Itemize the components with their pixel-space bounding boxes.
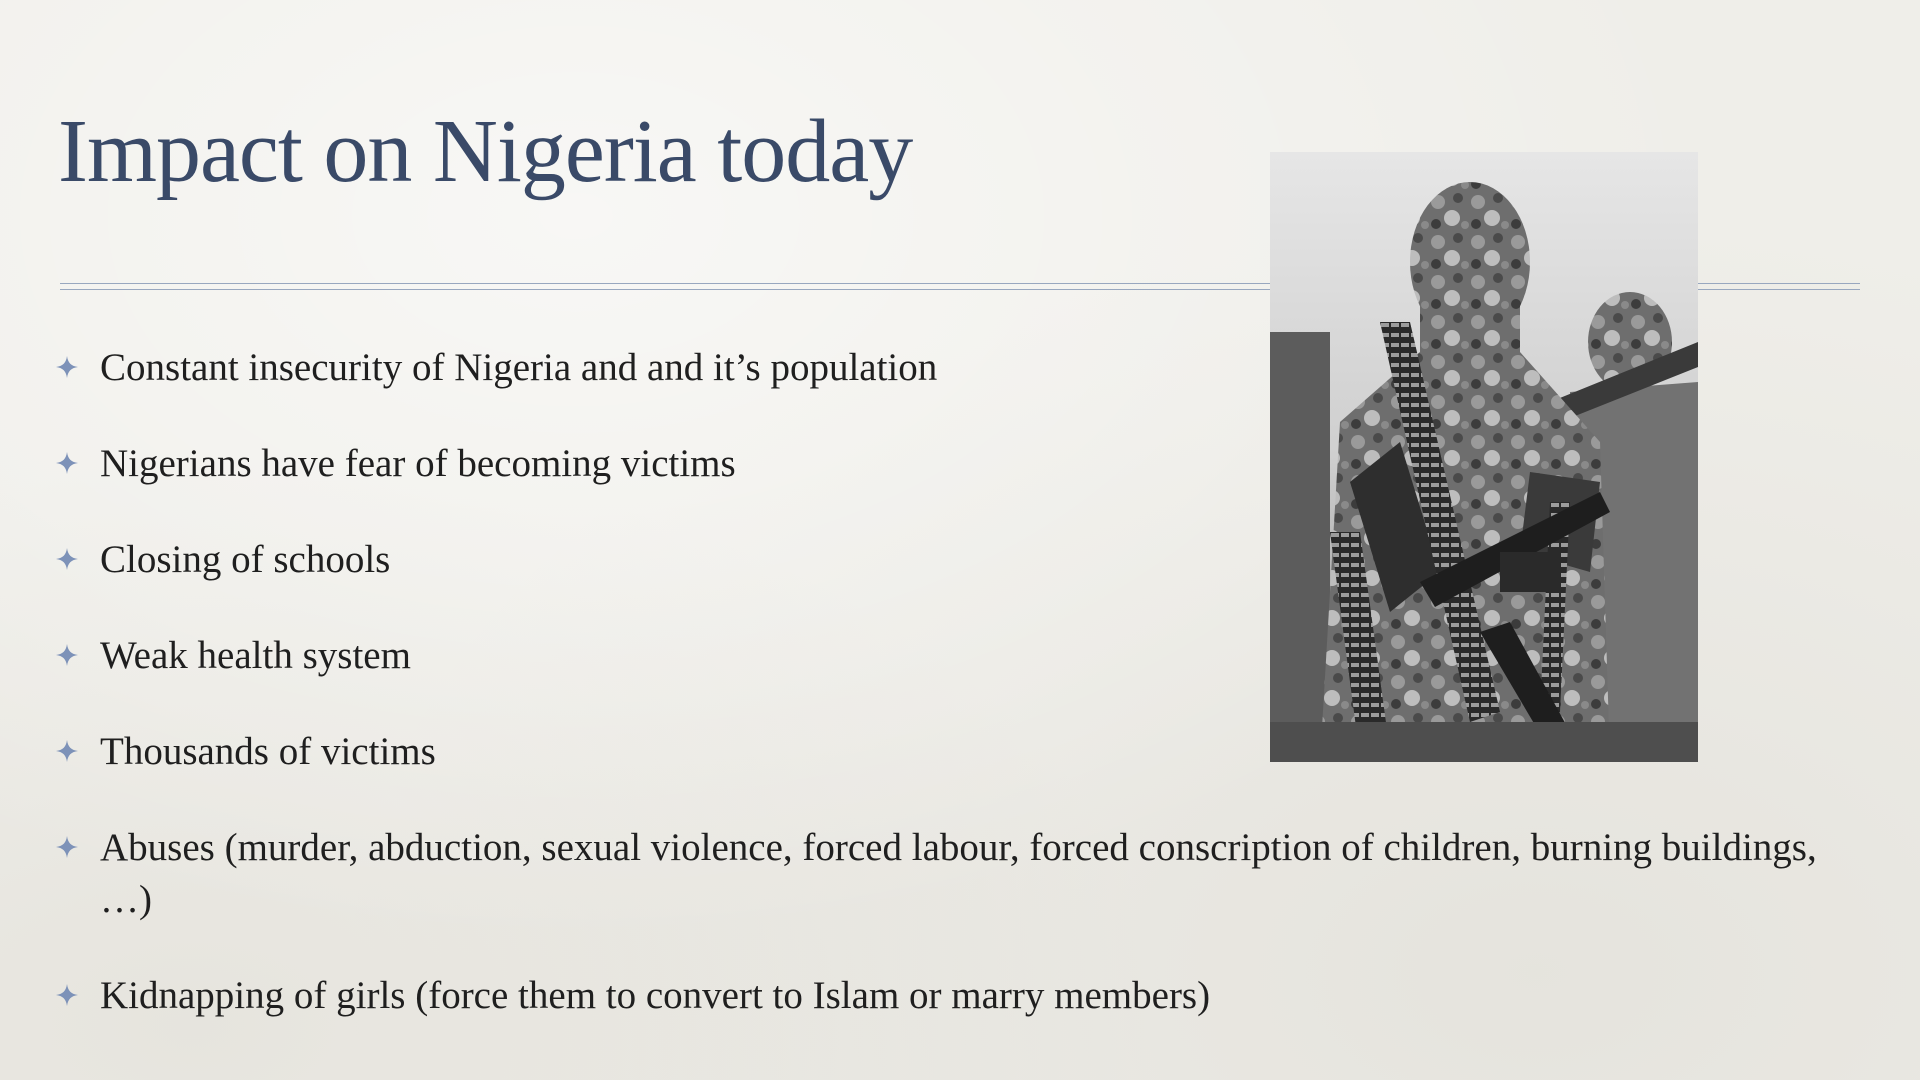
bullet-item: [56, 630, 1250, 682]
bullet-text: Weak health system: [100, 634, 411, 677]
four-point-star-icon: [56, 644, 78, 666]
four-point-star-icon: [56, 452, 78, 474]
bullet-item: [56, 970, 1846, 1022]
bullet-text: Closing of schools: [100, 538, 391, 581]
four-point-star-icon: [56, 740, 78, 762]
bullet-text: Abuses (murder, abduction, sexual violence, forced labour, forced conscription of children, burning buildings, …): [100, 826, 1817, 921]
bullet-item: [56, 822, 1846, 926]
bullet-text: Constant insecurity of Nigeria and and it’s population: [100, 346, 938, 389]
bullet-text: Thousands of victims: [100, 730, 436, 773]
four-point-star-icon: [56, 984, 78, 1006]
bullet-text: Nigerians have fear of becoming victims: [100, 442, 736, 485]
bullet-text: Kidnapping of girls (force them to convert to Islam or marry members): [100, 974, 1211, 1017]
bullet-item: [56, 534, 1250, 586]
four-point-star-icon: [56, 836, 78, 858]
four-point-star-icon: [56, 356, 78, 378]
bullet-item: [56, 726, 1250, 778]
bullet-list: [56, 342, 1846, 1066]
slide-title: Impact on Nigeria today: [58, 102, 913, 201]
four-point-star-icon: [56, 548, 78, 570]
bullet-item: [56, 438, 1250, 490]
bullet-item: [56, 342, 1250, 394]
